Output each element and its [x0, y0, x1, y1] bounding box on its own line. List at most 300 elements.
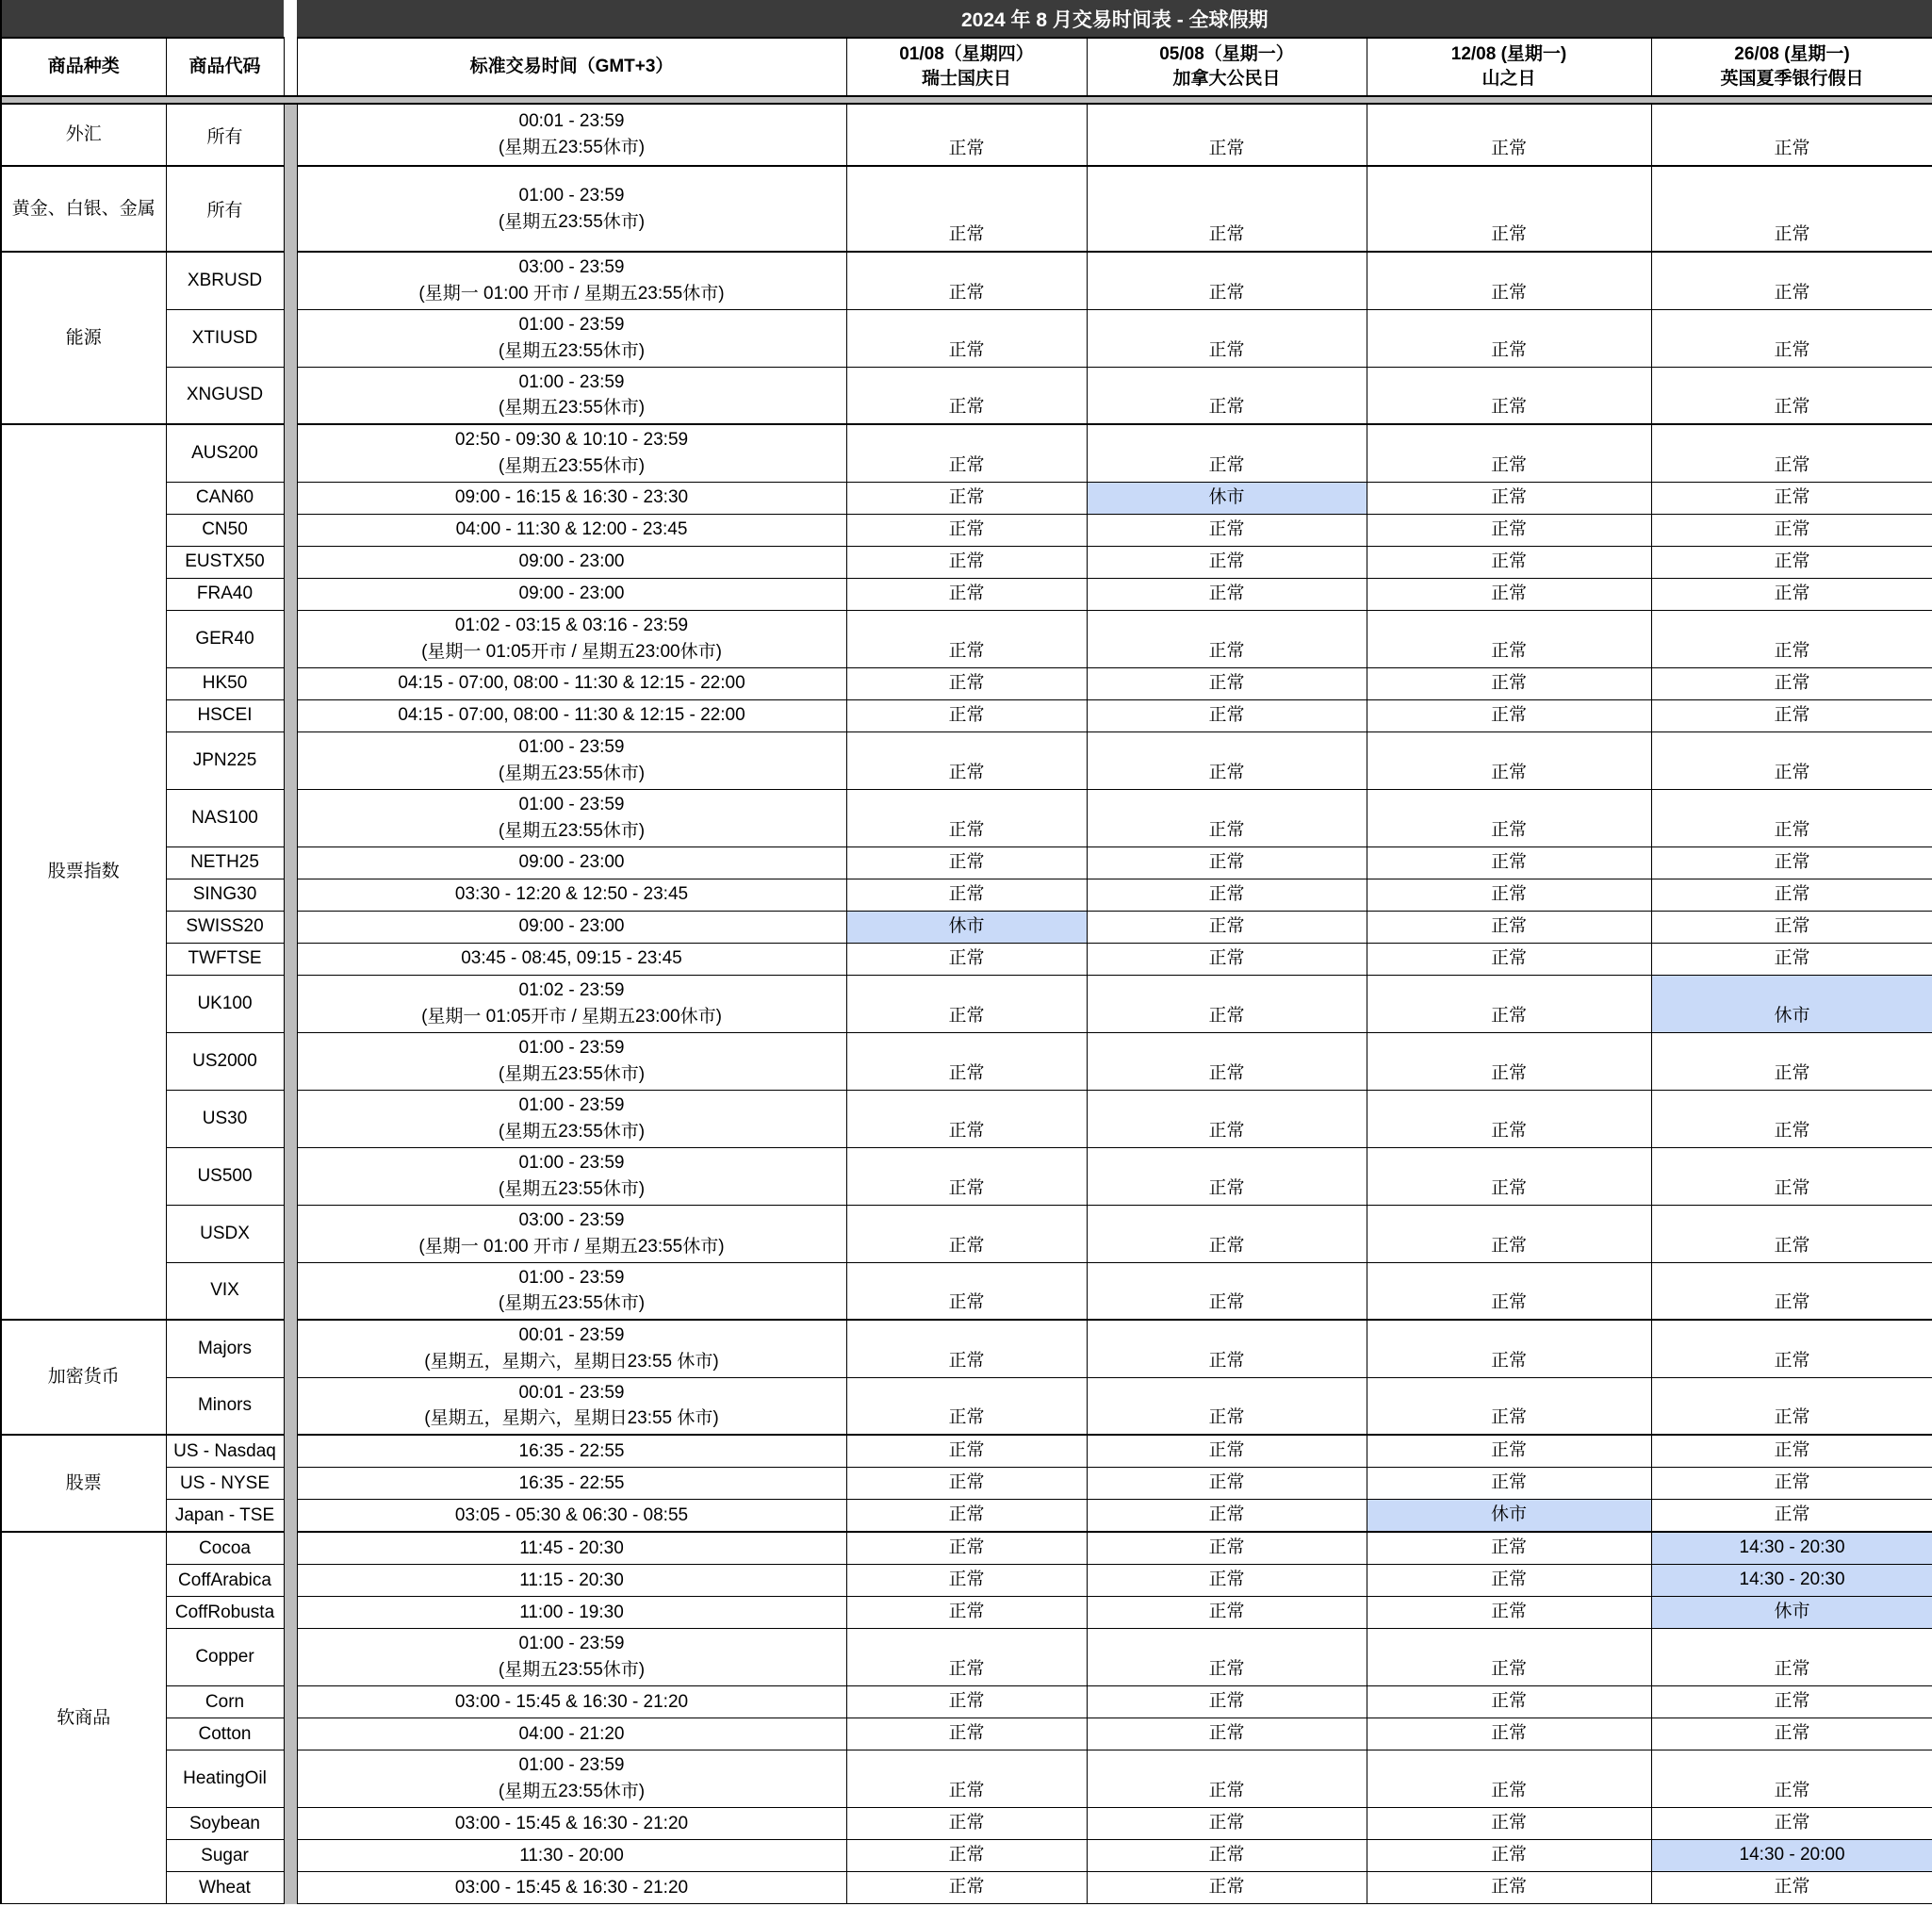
column-gap	[284, 252, 297, 309]
holiday-status-cell: 正常	[1087, 546, 1367, 578]
holiday-status-cell: 正常	[1367, 1205, 1651, 1262]
holiday-status-cell: 正常	[1087, 252, 1367, 309]
code-cell: US - NYSE	[166, 1468, 284, 1500]
time-cell	[297, 1629, 846, 1686]
holiday-status-cell: 正常	[1651, 546, 1932, 578]
time-line: 04:00 - 11:30 & 12:00 - 23:45	[455, 519, 688, 540]
time-cell	[297, 731, 846, 789]
table-row	[1, 1377, 1932, 1435]
holiday-date: 26/08 (星期一)	[1734, 44, 1850, 65]
holiday-status-cell: 正常	[1367, 166, 1651, 252]
column-gap	[284, 1532, 297, 1565]
holiday-status-cell: 正常	[846, 789, 1087, 846]
time-line: (星期五23:55休市)	[498, 1121, 646, 1142]
column-gap	[284, 1262, 297, 1320]
column-gap	[284, 166, 297, 252]
code-cell: US - Nasdaq	[166, 1435, 284, 1468]
time-cell	[297, 1808, 846, 1840]
category-cell: 股票指数	[1, 424, 166, 1320]
holiday-status-cell: 正常	[1367, 943, 1651, 975]
table-row	[1, 514, 1932, 546]
holiday-status-cell: 正常	[846, 1750, 1087, 1808]
holiday-status-cell: 正常	[1087, 1262, 1367, 1320]
holiday-status-cell-closed: 14:30 - 20:30	[1651, 1565, 1932, 1597]
column-gap	[284, 879, 297, 911]
time-cell	[297, 789, 846, 846]
holiday-status-cell: 正常	[1651, 731, 1932, 789]
holiday-status-cell: 正常	[1367, 546, 1651, 578]
holiday-status-cell: 正常	[846, 1629, 1087, 1686]
holiday-status-cell: 正常	[846, 1532, 1087, 1565]
table-row	[1, 943, 1932, 975]
column-gap	[284, 1205, 297, 1262]
title-bar-left-block	[1, 0, 284, 38]
holiday-status-cell: 正常	[1087, 166, 1367, 252]
holiday-status-cell: 正常	[1651, 1750, 1932, 1808]
time-cell	[297, 367, 846, 424]
code-cell: AUS200	[166, 424, 284, 482]
holiday-status-cell: 正常	[1367, 1320, 1651, 1377]
table-row	[1, 252, 1932, 309]
holiday-name: 加拿大公民日	[1172, 69, 1281, 89]
holiday-status-cell: 正常	[1087, 1468, 1367, 1500]
holiday-status-cell: 正常	[1087, 1377, 1367, 1435]
table-row	[1, 367, 1932, 424]
code-cell: TWFTSE	[166, 943, 284, 975]
table-row	[1, 1147, 1932, 1205]
column-gap	[284, 1872, 297, 1904]
time-line: 04:00 - 21:20	[518, 1723, 625, 1744]
holiday-status-cell: 正常	[1367, 482, 1651, 514]
time-cell	[297, 911, 846, 943]
holiday-status-cell: 正常	[846, 667, 1087, 699]
table-row	[1, 1597, 1932, 1629]
holiday-status-cell: 正常	[846, 1872, 1087, 1904]
time-line: 02:50 - 09:30 & 10:10 - 23:59	[454, 430, 689, 451]
holiday-status-cell: 正常	[1087, 1090, 1367, 1147]
time-cell	[297, 1597, 846, 1629]
time-line: 11:30 - 20:00	[519, 1845, 624, 1865]
time-cell	[297, 1872, 846, 1904]
column-gap	[284, 1750, 297, 1808]
code-cell: HeatingOil	[166, 1750, 284, 1808]
time-cell	[297, 975, 846, 1032]
column-gap	[284, 1686, 297, 1718]
table-row	[1, 482, 1932, 514]
holiday-status-cell: 正常	[1367, 731, 1651, 789]
time-line: 01:00 - 23:59	[518, 794, 625, 814]
column-gap	[284, 1468, 297, 1500]
column-gap	[284, 1320, 297, 1377]
table-row	[1, 1500, 1932, 1533]
holiday-status-cell: 正常	[846, 1565, 1087, 1597]
holiday-status-cell: 正常	[1651, 1500, 1932, 1533]
time-line: 09:00 - 23:00	[518, 916, 625, 937]
table-row	[1, 1468, 1932, 1500]
time-cell	[297, 1718, 846, 1750]
category-cell: 加密货币	[1, 1320, 166, 1435]
code-cell: XBRUSD	[166, 252, 284, 309]
holiday-status-cell: 正常	[1367, 1808, 1651, 1840]
time-line: 00:01 - 23:59	[518, 1382, 625, 1403]
code-cell: SING30	[166, 879, 284, 911]
holiday-status-cell: 正常	[846, 1377, 1087, 1435]
holiday-status-cell: 正常	[1651, 1262, 1932, 1320]
time-cell	[297, 879, 846, 911]
holiday-status-cell: 正常	[1651, 578, 1932, 610]
table-row	[1, 789, 1932, 846]
code-cell: XTIUSD	[166, 309, 284, 367]
code-cell: CoffArabica	[166, 1565, 284, 1597]
holiday-status-cell: 正常	[1367, 699, 1651, 731]
holiday-status-cell: 正常	[846, 1718, 1087, 1750]
code-cell: US30	[166, 1090, 284, 1147]
table-row	[1, 1718, 1932, 1750]
holiday-status-cell: 正常	[846, 1090, 1087, 1147]
holiday-status-cell: 正常	[1087, 1872, 1367, 1904]
time-line: 03:30 - 12:20 & 12:50 - 23:45	[454, 884, 689, 905]
time-line: (星期一 01:00 开市 / 星期五23:55休市)	[418, 1236, 725, 1257]
code-cell: UK100	[166, 975, 284, 1032]
holiday-name: 山之日	[1482, 69, 1536, 89]
holiday-status-cell: 正常	[846, 546, 1087, 578]
holiday-status-cell: 正常	[846, 1840, 1087, 1872]
holiday-status-cell: 正常	[1087, 1718, 1367, 1750]
holiday-status-cell: 正常	[1367, 1872, 1651, 1904]
column-gap	[284, 38, 297, 96]
holiday-status-cell: 正常	[1087, 578, 1367, 610]
holiday-status-cell: 正常	[1367, 1377, 1651, 1435]
column-gap	[284, 1090, 297, 1147]
holiday-status-cell: 正常	[1651, 1435, 1932, 1468]
code-cell: US2000	[166, 1032, 284, 1090]
header-code: 商品代码	[166, 38, 284, 96]
holiday-status-cell: 正常	[1651, 1320, 1932, 1377]
code-cell: Cocoa	[166, 1532, 284, 1565]
table-row	[1, 1686, 1932, 1718]
column-gap	[284, 667, 297, 699]
time-cell	[297, 610, 846, 667]
holiday-status-cell: 正常	[1651, 1032, 1932, 1090]
holiday-status-cell: 正常	[1367, 1718, 1651, 1750]
column-gap	[284, 1718, 297, 1750]
holiday-status-cell: 正常	[1651, 1686, 1932, 1718]
time-cell	[297, 424, 846, 482]
holiday-status-cell: 正常	[1367, 667, 1651, 699]
holiday-status-cell: 正常	[1651, 514, 1932, 546]
holiday-date: 05/08（星期一）	[1159, 44, 1294, 65]
holiday-status-cell: 正常	[846, 309, 1087, 367]
time-line: (星期五23:55休市)	[498, 1782, 646, 1801]
code-cell: Japan - TSE	[166, 1500, 284, 1533]
holiday-status-cell: 正常	[1367, 104, 1651, 166]
holiday-status-cell: 正常	[1651, 1147, 1932, 1205]
holiday-status-cell: 正常	[1367, 1597, 1651, 1629]
time-line: (星期五23:55休市)	[498, 340, 646, 361]
time-line: 01:00 - 23:59	[518, 314, 625, 335]
time-line: (星期五23:55休市)	[498, 1063, 646, 1084]
code-cell: 所有	[166, 166, 284, 252]
table-row	[1, 1532, 1932, 1565]
code-cell: CoffRobusta	[166, 1597, 284, 1629]
code-cell: JPN225	[166, 731, 284, 789]
column-gap	[284, 104, 297, 166]
holiday-status-cell: 正常	[1651, 309, 1932, 367]
holiday-status-cell: 正常	[1367, 1686, 1651, 1718]
code-cell: 所有	[166, 104, 284, 166]
holiday-name: 瑞士国庆日	[921, 69, 1011, 89]
holiday-status-cell: 正常	[846, 610, 1087, 667]
code-cell: SWISS20	[166, 911, 284, 943]
holiday-name: 英国夏季银行假日	[1720, 69, 1864, 89]
column-gap	[284, 610, 297, 667]
header-holiday-4	[1651, 38, 1932, 96]
time-cell	[297, 309, 846, 367]
time-line: (星期五，星期六，星期日23:55 休市)	[424, 1351, 719, 1372]
holiday-status-cell: 正常	[1087, 309, 1367, 367]
code-cell: Cotton	[166, 1718, 284, 1750]
holiday-status-cell: 正常	[1087, 1435, 1367, 1468]
holiday-status-cell: 正常	[1367, 514, 1651, 546]
holiday-status-cell: 正常	[1651, 1090, 1932, 1147]
holiday-status-cell: 正常	[1367, 252, 1651, 309]
holiday-status-cell: 正常	[846, 1686, 1087, 1718]
table-row	[1, 1262, 1932, 1320]
holiday-status-cell: 正常	[846, 367, 1087, 424]
table-row	[1, 1840, 1932, 1872]
time-line: 09:00 - 23:00	[518, 551, 625, 572]
column-gap	[284, 1808, 297, 1840]
time-cell	[297, 1532, 846, 1565]
code-cell: HK50	[166, 667, 284, 699]
holiday-status-cell: 正常	[1087, 1808, 1367, 1840]
holiday-status-cell: 正常	[1651, 252, 1932, 309]
time-cell	[297, 546, 846, 578]
column-gap	[284, 699, 297, 731]
time-line: 11:15 - 20:30	[519, 1570, 624, 1590]
holiday-status-cell: 正常	[846, 1468, 1087, 1500]
time-line: (星期一 01:05开市 / 星期五23:00休市)	[421, 641, 722, 662]
holiday-status-cell: 正常	[1087, 1147, 1367, 1205]
holiday-status-cell: 正常	[1087, 789, 1367, 846]
time-line: 03:00 - 23:59	[518, 1209, 625, 1230]
column-gap	[284, 1597, 297, 1629]
holiday-status-cell: 正常	[846, 514, 1087, 546]
column-gap	[284, 1840, 297, 1872]
holiday-status-cell: 正常	[1087, 1686, 1367, 1718]
time-cell	[297, 667, 846, 699]
table-row	[1, 1205, 1932, 1262]
time-cell	[297, 1500, 846, 1533]
column-gap	[284, 1629, 297, 1686]
category-cell: 股票	[1, 1435, 166, 1532]
time-line: 03:00 - 15:45 & 16:30 - 21:20	[454, 1813, 689, 1833]
time-line: 01:00 - 23:59	[518, 371, 625, 392]
holiday-status-cell: 正常	[846, 731, 1087, 789]
time-line: 03:00 - 15:45 & 16:30 - 21:20	[454, 1691, 689, 1712]
holiday-status-cell: 正常	[1367, 1468, 1651, 1500]
code-cell: US500	[166, 1147, 284, 1205]
time-cell	[297, 514, 846, 546]
holiday-status-cell: 正常	[1367, 1750, 1651, 1808]
holiday-status-cell: 正常	[1087, 1629, 1367, 1686]
holiday-status-cell: 正常	[846, 846, 1087, 879]
holiday-status-cell: 正常	[846, 1597, 1087, 1629]
column-gap	[284, 1032, 297, 1090]
holiday-status-cell: 正常	[1087, 1320, 1367, 1377]
holiday-status-cell: 正常	[1087, 911, 1367, 943]
column-gap	[284, 731, 297, 789]
time-line: 09:00 - 16:15 & 16:30 - 23:30	[454, 487, 689, 508]
table-row	[1, 1435, 1932, 1468]
holiday-status-cell: 正常	[846, 424, 1087, 482]
holiday-status-cell: 正常	[1367, 610, 1651, 667]
table-row	[1, 1565, 1932, 1597]
table-row	[1, 1750, 1932, 1808]
time-cell	[297, 1565, 846, 1597]
holiday-status-cell-closed: 休市	[1651, 1597, 1932, 1629]
holiday-status-cell: 正常	[1087, 367, 1367, 424]
holiday-status-cell: 正常	[1087, 514, 1367, 546]
column-gap	[284, 911, 297, 943]
table-row	[1, 975, 1932, 1032]
header-holiday-3	[1367, 38, 1651, 96]
time-cell	[297, 1320, 846, 1377]
column-gap	[284, 846, 297, 879]
column-gap	[284, 975, 297, 1032]
holiday-status-cell: 正常	[846, 166, 1087, 252]
table-row	[1, 1090, 1932, 1147]
holiday-status-cell: 正常	[1367, 1435, 1651, 1468]
time-line: (星期五23:55休市)	[498, 138, 646, 157]
holiday-status-cell: 正常	[1367, 1629, 1651, 1686]
holiday-status-cell: 正常	[1367, 424, 1651, 482]
header-holiday-2	[1087, 38, 1367, 96]
holiday-status-cell: 正常	[1087, 731, 1367, 789]
header-category: 商品种类	[1, 38, 166, 96]
column-gap	[284, 943, 297, 975]
table-row	[1, 166, 1932, 252]
column-gap	[284, 367, 297, 424]
time-line: (星期五23:55休市)	[498, 820, 646, 841]
header-row	[1, 38, 1932, 96]
title-bar	[1, 0, 1932, 38]
holiday-status-cell: 正常	[846, 1808, 1087, 1840]
time-cell	[297, 104, 846, 166]
table-body	[1, 104, 1932, 1904]
time-cell	[297, 578, 846, 610]
holiday-status-cell: 正常	[846, 104, 1087, 166]
holiday-status-cell-closed: 14:30 - 20:30	[1651, 1532, 1932, 1565]
holiday-status-cell: 正常	[1087, 104, 1367, 166]
time-line: 00:01 - 23:59	[518, 1325, 625, 1346]
code-cell: Wheat	[166, 1872, 284, 1904]
time-line: 01:00 - 23:59	[518, 1037, 625, 1058]
holiday-status-cell: 正常	[1651, 482, 1932, 514]
holiday-status-cell: 正常	[1651, 1629, 1932, 1686]
column-gap	[284, 482, 297, 514]
separator-band	[1, 96, 1932, 104]
holiday-status-cell: 正常	[1367, 789, 1651, 846]
time-line: 01:00 - 23:59	[518, 185, 625, 205]
holiday-status-cell: 正常	[1651, 1808, 1932, 1840]
time-line: (星期一 01:05开市 / 星期五23:00休市)	[421, 1006, 722, 1027]
holiday-status-cell: 正常	[1651, 911, 1932, 943]
time-line: 03:45 - 08:45, 09:15 - 23:45	[461, 948, 682, 969]
time-line: 01:00 - 23:59	[518, 736, 625, 757]
code-cell: Copper	[166, 1629, 284, 1686]
holiday-status-cell: 正常	[1367, 911, 1651, 943]
code-cell: Minors	[166, 1377, 284, 1435]
table-row	[1, 846, 1932, 879]
column-gap	[284, 0, 297, 38]
time-line: 09:00 - 23:00	[518, 852, 625, 873]
time-line: (星期五23:55休市)	[498, 763, 646, 783]
holiday-status-cell: 正常	[846, 1500, 1087, 1533]
time-line: (星期五23:55休市)	[498, 211, 646, 232]
time-line: 01:00 - 23:59	[518, 1094, 625, 1115]
table-row	[1, 1320, 1932, 1377]
table-row	[1, 667, 1932, 699]
time-cell	[297, 1840, 846, 1872]
time-cell	[297, 846, 846, 879]
time-line: (星期五23:55休市)	[498, 455, 646, 476]
holiday-status-cell: 正常	[846, 879, 1087, 911]
column-gap	[284, 1147, 297, 1205]
holiday-status-cell: 正常	[1367, 1032, 1651, 1090]
category-cell: 外汇	[1, 104, 166, 166]
category-cell: 黄金、白银、金属	[1, 166, 166, 252]
column-gap	[284, 1377, 297, 1435]
time-line: (星期一 01:00 开市 / 星期五23:55休市)	[418, 283, 725, 304]
holiday-status-cell: 正常	[1651, 1377, 1932, 1435]
time-line: 00:01 - 23:59	[518, 111, 625, 132]
holiday-status-cell-closed: 休市	[1087, 482, 1367, 514]
holiday-status-cell: 正常	[1651, 879, 1932, 911]
holiday-date: 01/08（星期四）	[899, 44, 1034, 65]
time-line: (星期五23:55休市)	[498, 1293, 646, 1314]
time-cell	[297, 943, 846, 975]
holiday-status-cell: 正常	[1087, 1205, 1367, 1262]
code-cell: CAN60	[166, 482, 284, 514]
time-line: 03:00 - 23:59	[518, 257, 625, 278]
time-line: 01:00 - 23:59	[518, 1152, 625, 1173]
holiday-status-cell: 正常	[1367, 1532, 1651, 1565]
code-cell: XNGUSD	[166, 367, 284, 424]
table-row	[1, 546, 1932, 578]
column-gap	[284, 578, 297, 610]
column-gap	[284, 424, 297, 482]
time-cell	[297, 1147, 846, 1205]
holiday-status-cell: 正常	[1651, 367, 1932, 424]
header-time: 标准交易时间（GMT+3）	[297, 38, 846, 96]
time-line: 01:00 - 23:59	[518, 1755, 625, 1776]
column-gap	[284, 1565, 297, 1597]
table-header	[1, 0, 1932, 104]
time-cell	[297, 1686, 846, 1718]
holiday-status-cell: 正常	[1367, 1565, 1651, 1597]
code-cell: NAS100	[166, 789, 284, 846]
holiday-status-cell: 正常	[846, 975, 1087, 1032]
holiday-status-cell: 正常	[1367, 846, 1651, 879]
time-line: 11:00 - 19:30	[519, 1602, 624, 1622]
header-holiday-1	[846, 38, 1087, 96]
holiday-status-cell-closed: 休市	[846, 911, 1087, 943]
code-cell: HSCEI	[166, 699, 284, 731]
holiday-status-cell: 正常	[1087, 1500, 1367, 1533]
code-cell: Majors	[166, 1320, 284, 1377]
table-row	[1, 1629, 1932, 1686]
